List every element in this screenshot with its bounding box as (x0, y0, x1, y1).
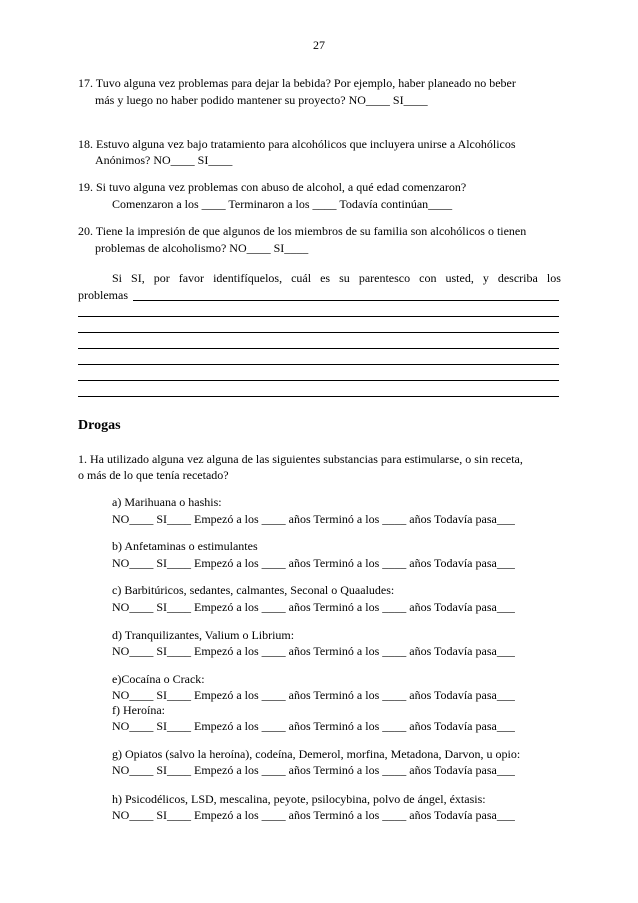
drug-item-e-responses[interactable]: NO____ SI____ Empezó a los ____ años Terminó a los ____ años Todavía pasa___ (112, 688, 515, 702)
drugs-intro-line-2: o más de lo que tenía recetado? (78, 468, 229, 482)
section-heading-drugs: Drogas (78, 418, 121, 433)
drug-item-b-responses[interactable]: NO____ SI____ Empezó a los ____ años Terminó a los ____ años Todavía pasa___ (112, 556, 515, 570)
drug-item-d-responses[interactable]: NO____ SI____ Empezó a los ____ años Terminó a los ____ años Todavía pasa___ (112, 644, 515, 658)
drug-item-g-label: g) Opiatos (salvo la heroína), codeína, Demerol, morfina, Metadona, Darvon, u opio: (112, 747, 521, 761)
answer-line[interactable] (78, 348, 559, 349)
question-20-followup-line-1 (78, 271, 561, 285)
followup-word: y (482, 271, 489, 285)
question-17-line-2: más y luego no haber podido mantener su proyecto? NO____ SI____ (95, 93, 428, 107)
drug-item-f-responses[interactable]: NO____ SI____ Empezó a los ____ años Terminó a los ____ años Todavía pasa___ (112, 719, 515, 733)
question-19-line-1: 19. Si tuvo alguna vez problemas con abuso de alcohol, a qué edad comenzaron? (78, 180, 467, 194)
answer-line[interactable] (78, 364, 559, 365)
drug-item-g-responses[interactable]: NO____ SI____ Empezó a los ____ años Terminó a los ____ años Todavía pasa___ (112, 763, 515, 777)
drugs-intro-line-1: 1. Ha utilizado alguna vez alguna de las siguientes substancias para estimularse, o sin receta, (78, 452, 523, 466)
followup-word: SI, (131, 271, 145, 285)
question-18-line-2: Anónimos? NO____ SI____ (95, 153, 233, 167)
answer-line[interactable] (78, 396, 559, 397)
answer-line[interactable] (133, 300, 559, 301)
followup-word: su (339, 271, 350, 285)
drug-item-h-label: h) Psicodélicos, LSD, mescalina, peyote, psilocybina, polvo de ángel, éxtasis: (112, 792, 486, 806)
followup-word: Si (112, 271, 123, 285)
question-17-line-1: 17. Tuvo alguna vez problemas para dejar la bebida? Por ejemplo, haber planeado no beber (78, 76, 516, 90)
followup-word: cuál (291, 271, 312, 285)
drug-item-a-label: a) Marihuana o hashis: (112, 495, 222, 509)
followup-word: parentesco (358, 271, 411, 285)
drug-item-a-responses[interactable]: NO____ SI____ Empezó a los ____ años Terminó a los ____ años Todavía pasa___ (112, 512, 515, 526)
answer-line[interactable] (78, 332, 559, 333)
question-19-line-2: Comenzaron a los ____ Terminaron a los ____ Todavía continúan____ (112, 197, 453, 211)
followup-word: los (546, 271, 561, 285)
drug-item-d-label: d) Tranquilizantes, Valium o Librium: (112, 628, 295, 642)
followup-word: describa (497, 271, 538, 285)
drug-item-c-responses[interactable]: NO____ SI____ Empezó a los ____ años Terminó a los ____ años Todavía pasa___ (112, 600, 515, 614)
answer-line[interactable] (78, 380, 559, 381)
followup-word: por (153, 271, 170, 285)
followup-word: con (419, 271, 437, 285)
followup-word: favor (178, 271, 205, 285)
drug-item-b-label: b) Anfetaminas o estimulantes (112, 539, 258, 553)
question-20-line-1: 20. Tiene la impresión de que algunos de los miembros de su familia son alcohólicos o tienen (78, 224, 527, 238)
drug-item-h-responses[interactable]: NO____ SI____ Empezó a los ____ años Terminó a los ____ años Todavía pasa___ (112, 808, 515, 822)
drug-item-c-label: c) Barbitúricos, sedantes, calmantes, Seconal o Quaaludes: (112, 583, 395, 597)
question-20-line-2: problemas de alcoholismo? NO____ SI____ (95, 241, 309, 255)
followup-word: es (320, 271, 331, 285)
page-number: 27 (313, 38, 325, 52)
question-18-line-1: 18. Estuvo alguna vez bajo tratamiento para alcohólicos que incluyera unirse a Alcohólicos (78, 137, 516, 151)
followup-word: usted, (445, 271, 474, 285)
question-20-followup-line-2: problemas (78, 288, 128, 302)
answer-line[interactable] (78, 316, 559, 317)
drug-item-f-label: f) Heroína: (112, 703, 165, 717)
drug-item-e-label: e)Cocaína o Crack: (112, 672, 205, 686)
followup-word: identifíquelos, (213, 271, 283, 285)
